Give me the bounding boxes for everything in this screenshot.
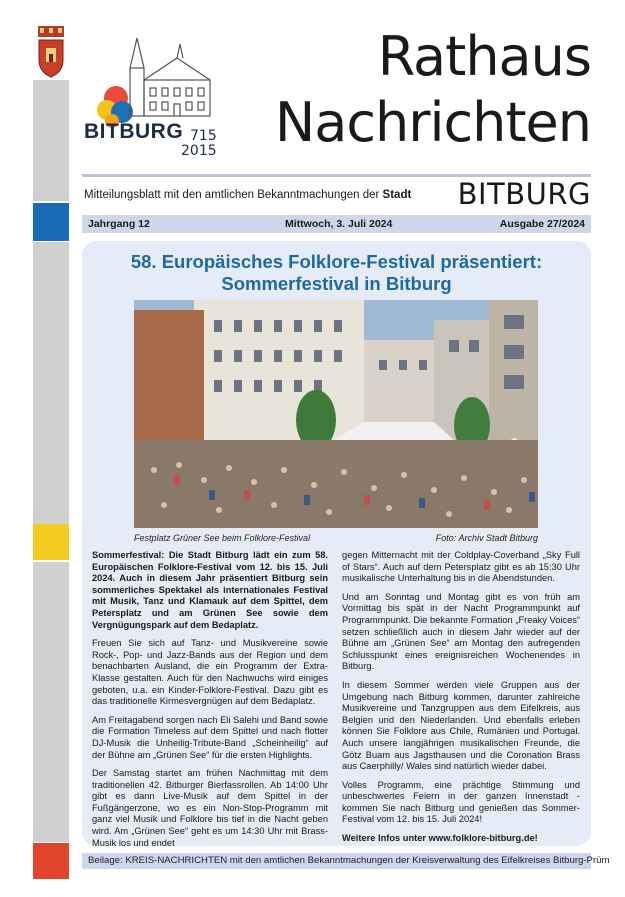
article-column-left (92, 550, 328, 856)
article-paragraph: Der Samstag startet am frühen Nachmittag mit dem traditionellen 42. Bitburger Bierfassrollen. Ab 14:00 Uhr gibt es dann Live-Musik auf dem Spittel in der Fußgängerzone, wo es ein Non-Stop-Programm mit ganz viel Musik und Folklore bis tief in die Nacht geben wird. Am „Grünen See“ geht es um 14:30 Uhr mit Brass-Musik los und endet (92, 768, 328, 848)
masthead-title-line1: Rathaus (377, 25, 591, 88)
subtitle-prefix: Mitteilungsblatt mit den amtlichen Bekanntmachungen der (84, 189, 380, 201)
logo-year-top: 715 (190, 128, 217, 144)
article-paragraph: Freuen Sie sich auf Tanz- und Musikvereine sowie Rock-, Pop- und Jazz-Bands aus der Region und dem benachbarten Ausland, die ein Programm der Extra-Klasse gestalten. Auch für den Nachwuchs wird einiges geboten, u.a. ein Kinder-Folklore-Festival. Dazu gibt es das traditionelle Kirmesvergnügen auf dem Bedaplatz. (92, 638, 328, 707)
logo-city-name: BITBURG (84, 120, 184, 143)
issue-edition: Ausgabe 27/2024 (499, 218, 585, 230)
article-paragraph: Am Freitagabend sorgen nach Eli Salehi und Band sowie die Formation Timeless auf dem Spittel und nach flotter DJ-Musik die Unheilig-Tribute-Band „Scheinheilig“ auf der Bühne am „Grünen See“ für die ersten Highlights. (92, 714, 328, 760)
strip-yellow (33, 524, 69, 560)
festival-photo (134, 300, 538, 528)
issue-bar (82, 215, 591, 233)
photo-credit: Foto: Archiv Stadt Bitburg (435, 533, 538, 543)
photo-caption: Festplatz Grüner See beim Folklore-Festival (134, 533, 311, 543)
info-link[interactable]: Weitere Infos unter www.folklore-bitburg.de! (342, 833, 538, 844)
masthead-title-line2: Nachrichten (274, 91, 591, 154)
article-lead: Sommerfestival: Die Stadt Bitburg lädt ein zum 58. Europäischen Folklore-Festival vom 12. bis 15. Juli 2024. Auch in diesem Jahr präsentiert Bitburg sein sommerliches Spektakel als internationales Festival mit Musik, Tanz und Klamauk auf dem Spittel, dem Petersplatz und am Grünen See sowie dem Vergnügungspark auf dem Bedaplatz. (92, 550, 328, 630)
footer-note: Beilage: KREIS-NACHRICHTEN mit den amtlichen Bekanntmachungen der Kreisverwaltung des Eifelkreises Bitburg-Prüm (88, 855, 610, 866)
footer-bar (82, 853, 610, 869)
article-paragraph: In diesem Sommer werden viele Gruppen aus der Umgebung nach Bitburg kommen, darunter zahlreiche Musikvereine und Tanzgruppen aus dem Eifelkreis, aus Belgien und den Niederlanden. Und ebenfalls erleben können Sie Folklore aus Chile, Rumänien und Portugal. Auch unsere langjährigen musikalischen Freunde, die Götz Buam aus Jagsthausen und die Coronation Brass aus Caerphilly/ Wales sind natürlich wieder dabei. (342, 679, 580, 772)
article-column-right (342, 550, 580, 852)
issue-date: Mittwoch, 3. Juli 2024 (285, 218, 393, 230)
masthead-subtitle (84, 189, 411, 201)
issue-volume: Jahrgang 12 (88, 218, 150, 230)
article-headline (82, 251, 591, 295)
subtitle-stadt: Stadt (382, 189, 412, 201)
headline-line2: Sommerfestival in Bitburg (221, 273, 452, 295)
masthead-city-name: BITBURG (457, 177, 591, 211)
article-paragraph: Und am Sonntag und Montag gibt es von früh am Vormittag bis spät in der Nacht Programmpunkt auf Programmpunkt. Die bekannte Formation „Freaky Voices“ setzen schließlich auch in diesem Jahr wieder auf der Bühne am „Grünen See“ am Montag den aufregenden Schlusspunkt eines ereignisreichen Wochenendes in Bitburg. (342, 591, 580, 672)
strip-gray-2 (33, 242, 69, 524)
coat-of-arms-icon (37, 26, 65, 78)
headline-line1: 58. Europäisches Folklore-Festival präsentiert: (130, 251, 543, 272)
strip-blue (33, 203, 69, 241)
logo-year-bottom: 2015 (181, 143, 217, 159)
strip-gray-1 (33, 80, 69, 201)
article-paragraph: Volles Programm, eine prächtige Stimmung und unbeschwertes Feiern in der ganzen Innenstadt - kommen Sie nach Bitburg und genießen das Sommer-Festival vom 12. bis 15. Juli 2024! (342, 779, 580, 825)
article-paragraph: gegen Mitternacht mit der Coldplay-Coverband „Sky Full of Stars“. Auch auf dem Petersplatz gibt es ab 15:30 Uhr musikalische Unterhaltung bis in die Abendstunden. (342, 550, 580, 584)
strip-gray-3 (33, 562, 69, 842)
strip-red (33, 843, 69, 879)
